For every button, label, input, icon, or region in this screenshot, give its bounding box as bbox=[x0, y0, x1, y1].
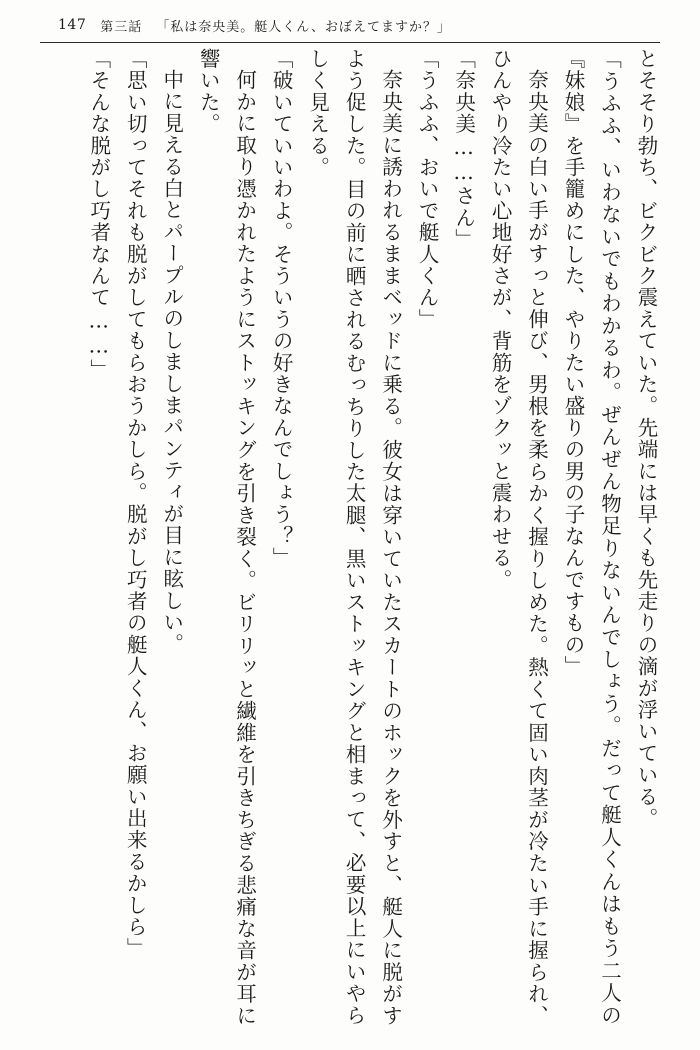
paragraph: 「奈央美……さん」 bbox=[451, 48, 476, 251]
paragraph: 中に見える白とパープルのしましまパンティが目に眩しい。 bbox=[159, 68, 184, 655]
chapter-headline: 「私は奈央美。艇人くん、おぼえてますか？」 bbox=[156, 19, 452, 35]
paragraph: 奈央美に誘われるままベッドに乗る。彼女は穿いていたスカートのホックを外すと、艇人に脱がすよう促した。目の前に晒されるむっちりした太腿、黒いストッキングと相まって、必要以上にいやらしく見える。 bbox=[305, 48, 403, 1026]
page-number: 147 bbox=[58, 17, 87, 33]
paragraph: 「思い切ってそれも脱がしてもらおうかしら。脱がし巧者の艇人くん、お願い出来るかしら」 bbox=[123, 48, 148, 960]
paragraph: とそそり勃ち、ビクビク震えていた。先端には早くも先走りの滴が浮いている。 bbox=[634, 48, 658, 830]
paragraph: 「うふふ、いわないでもわかるわ。ぜんぜん物足りないんでしょう。だって艇人くんはもう二人の『妹娘』を手籠めにした、やりたい盛りの男の子なんですもの」 bbox=[561, 48, 622, 1026]
chapter-label: 第三話 bbox=[100, 19, 143, 35]
paragraph: 奈央美の白い手がすっと伸び、男根を柔らかく握りしめた。熱くて固い肉茎が冷たい手に握られ、ひんやり冷たい心地好さが、背筋をゾクッと震わせる。 bbox=[488, 48, 549, 1026]
paragraph: 「うふふ、おいで艇人くん」 bbox=[415, 48, 440, 331]
body-text bbox=[36, 48, 664, 1026]
paragraph: 「そんな脱がし巧者なんて……」 bbox=[86, 48, 111, 381]
paragraph: 何かに取り憑かれたようにストッキングを引き裂く。ビリリッと繊維を引きちぎる悲痛な音が耳に響いた。 bbox=[196, 48, 257, 1026]
running-head bbox=[40, 12, 660, 43]
paragraph: 「破いていいわよ。そういうの好きなんでしょう？」 bbox=[269, 48, 294, 569]
